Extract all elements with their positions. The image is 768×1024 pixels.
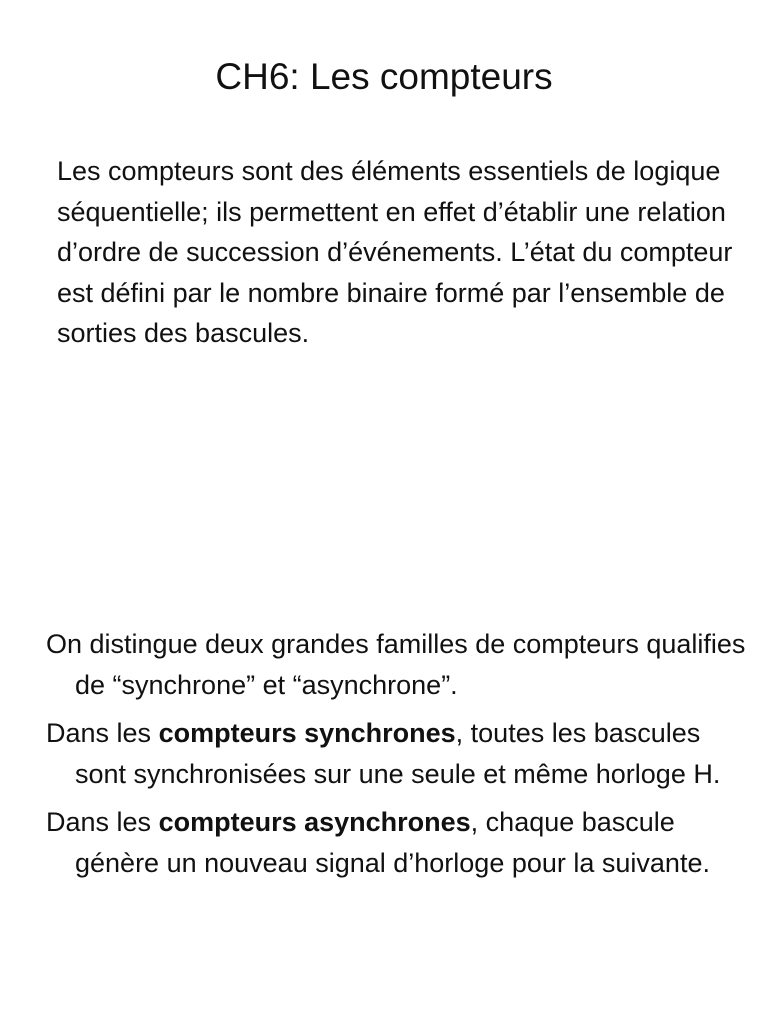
bullet-prefix: Dans les	[46, 807, 159, 837]
bullet-list	[46, 624, 746, 891]
bullet-item-families: On distingue deux grandes familles de compteurs qualifies de “synchrone” et “asynchrone”.	[46, 629, 746, 700]
page-title: CH6: Les compteurs	[215, 56, 553, 97]
bold-term-asynchronous: compteurs asynchrones	[158, 807, 471, 837]
bold-term-synchronous: compteurs synchrones	[158, 718, 456, 748]
intro-paragraph: Les compteurs sont des éléments essentiels de logique séquentielle; ils permettent en effet d’établir une relation d’ordre de succession d’événements. L’état du compteur est défini par le nombre binaire formé par l’ensemble de sorties des bascules.	[57, 156, 733, 349]
bullet-item-synchronous	[46, 713, 746, 795]
bullet-item-asynchronous	[46, 802, 746, 884]
bullet-suffix: , chaque bascule génère un nouveau signal d’horloge pour la suivante.	[75, 807, 710, 878]
bullet-prefix: Dans les	[46, 718, 159, 748]
bullet-suffix: , toutes les bascules sont synchronisées sur une seule et même horloge H.	[75, 718, 721, 789]
